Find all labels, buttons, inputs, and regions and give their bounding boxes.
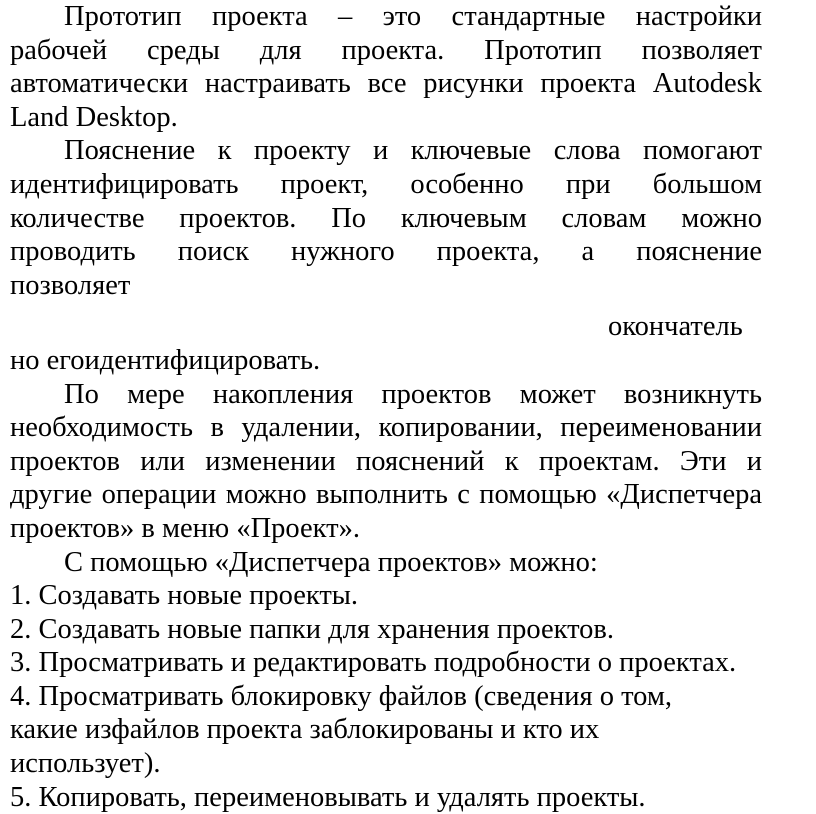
paragraph-operations (10, 378, 762, 546)
blank-gap (10, 302, 762, 310)
paragraph-prototype (10, 0, 762, 134)
list-item: 3. Просматривать и редактировать подробности о проектах. (10, 647, 737, 679)
document-page (10, 0, 762, 814)
text-line: рабочей среды для проекта. Прототип позволяет (10, 34, 762, 66)
text-line: Пояснение к проекту и ключевые слова помогают (64, 135, 762, 167)
list-item: 1. Создавать новые проекты. (10, 580, 359, 612)
text-line: проектов» в меню «Проект». (10, 512, 360, 544)
numbered-list (10, 579, 762, 814)
list-item: 4. Просматривать блокировку файлов (сведения о том, (10, 680, 673, 712)
text-line: проектов или изменении пояснений к проектам. Эти и (10, 445, 762, 477)
list-item-continuation: использует). (10, 748, 161, 780)
text-line: проводить поиск нужного проекта, а пояснение (10, 236, 762, 268)
text-fragment: окончатель (608, 311, 743, 343)
text-line: необходимость в удалении, копировании, переименовании (10, 412, 762, 444)
text-line: другие операции можно выполнить с помощью «Диспетчера (10, 479, 762, 511)
list-item-continuation: какие изфайлов проекта заблокированы и кто их (10, 714, 600, 746)
text-line: но егоидентифицировать. (10, 344, 321, 376)
text-line: автоматически настраивать все рисунки проекта Autodesk (10, 68, 762, 100)
text-line: идентифицировать проект, особенно при большом (10, 168, 762, 200)
text-line: Прототип проекта – это стандартные настройки (64, 1, 762, 32)
text-line: позволяет (10, 269, 131, 301)
text-line: количестве проектов. По ключевым словам можно (10, 202, 762, 234)
text-line: По мере накопления проектов может возникнуть (64, 378, 762, 410)
paragraph-explanation (10, 134, 762, 377)
paragraph-manager-intro (10, 546, 762, 580)
text-line: Land Desktop. (10, 101, 178, 133)
list-item: 2. Создавать новые папки для хранения проектов. (10, 613, 614, 645)
list-item: 5. Копировать, переименовывать и удалять проекты. (10, 781, 646, 813)
text-line: С помощью «Диспетчера проектов» можно: (64, 546, 598, 578)
